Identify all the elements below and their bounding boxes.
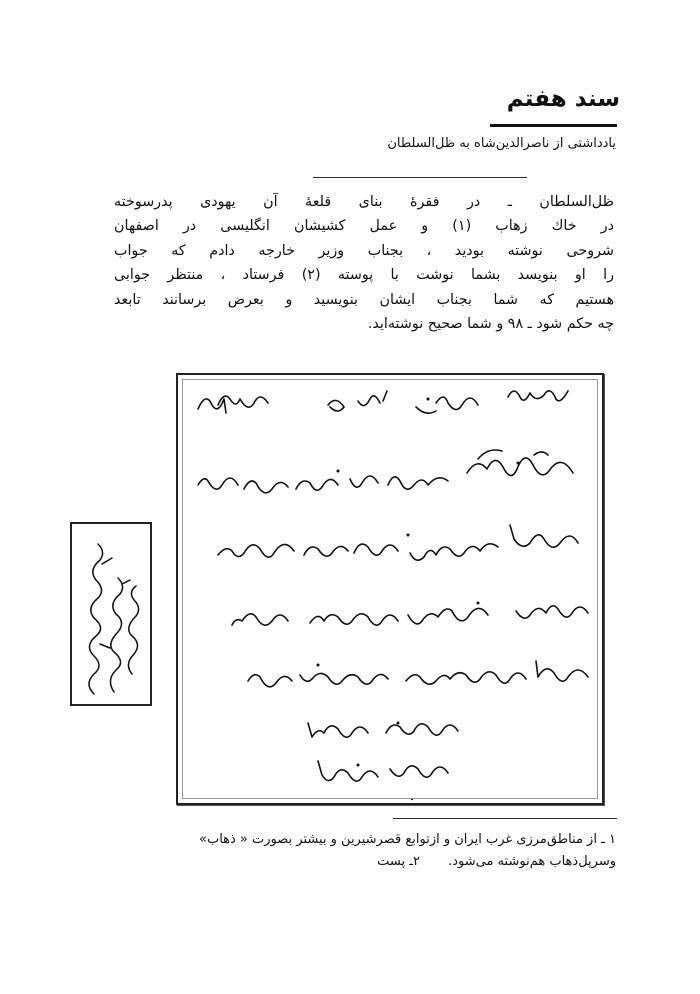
footnote-1: ١ ـ از مناطق‌مرزى غرب ايران و از‌توابع قصرشيرين و بيشتر بصورت « ذهاب» bbox=[199, 832, 616, 847]
handwritten-manuscript bbox=[176, 373, 604, 805]
footnote-rule bbox=[393, 818, 617, 819]
footnote-1-continued bbox=[86, 851, 616, 873]
footnote-2: ٢ـ پست bbox=[377, 854, 420, 869]
body-line: را او بنويسد بشما نوشت با پوسته (٢) فرستاد ، منتظر جوابى bbox=[114, 267, 614, 284]
subtitle-rule bbox=[313, 177, 527, 178]
footnotes bbox=[86, 829, 616, 873]
document-title: سند هفتم bbox=[506, 86, 620, 112]
title-underline bbox=[490, 124, 617, 127]
handwriting-scribbles bbox=[178, 375, 606, 807]
document-subtitle: يادداشتى از ناصرالدين‌شاه به ظل‌السلطان bbox=[387, 136, 616, 151]
body-line: شروحى نوشته بوديد ، بجناب وزير خارجه دادم كه جواب bbox=[114, 242, 614, 259]
body-line: هستيم كه شما بجناب ايشان بنويسيد و بعرض برسانند تابعد bbox=[114, 291, 614, 308]
side-seal bbox=[70, 522, 152, 706]
seal-scribbles bbox=[72, 524, 154, 708]
body-line: چه حكم شود ـ ٩٨ و شما صحيح نوشته‌ايد. bbox=[367, 315, 614, 332]
body-line: ظل‌السلطان ـ در فقرهٔ بناى قلعهٔ آن يهودى پدرسوخته bbox=[114, 194, 614, 210]
body-line: در خاك زهاب (١) و عمل كشيشان انگليسى در اصفهان bbox=[114, 218, 614, 235]
footnote-1-tail: وسرپل‌ذهاب هم‌نوشته مى‌شود. bbox=[448, 854, 616, 869]
body-text bbox=[114, 190, 614, 336]
